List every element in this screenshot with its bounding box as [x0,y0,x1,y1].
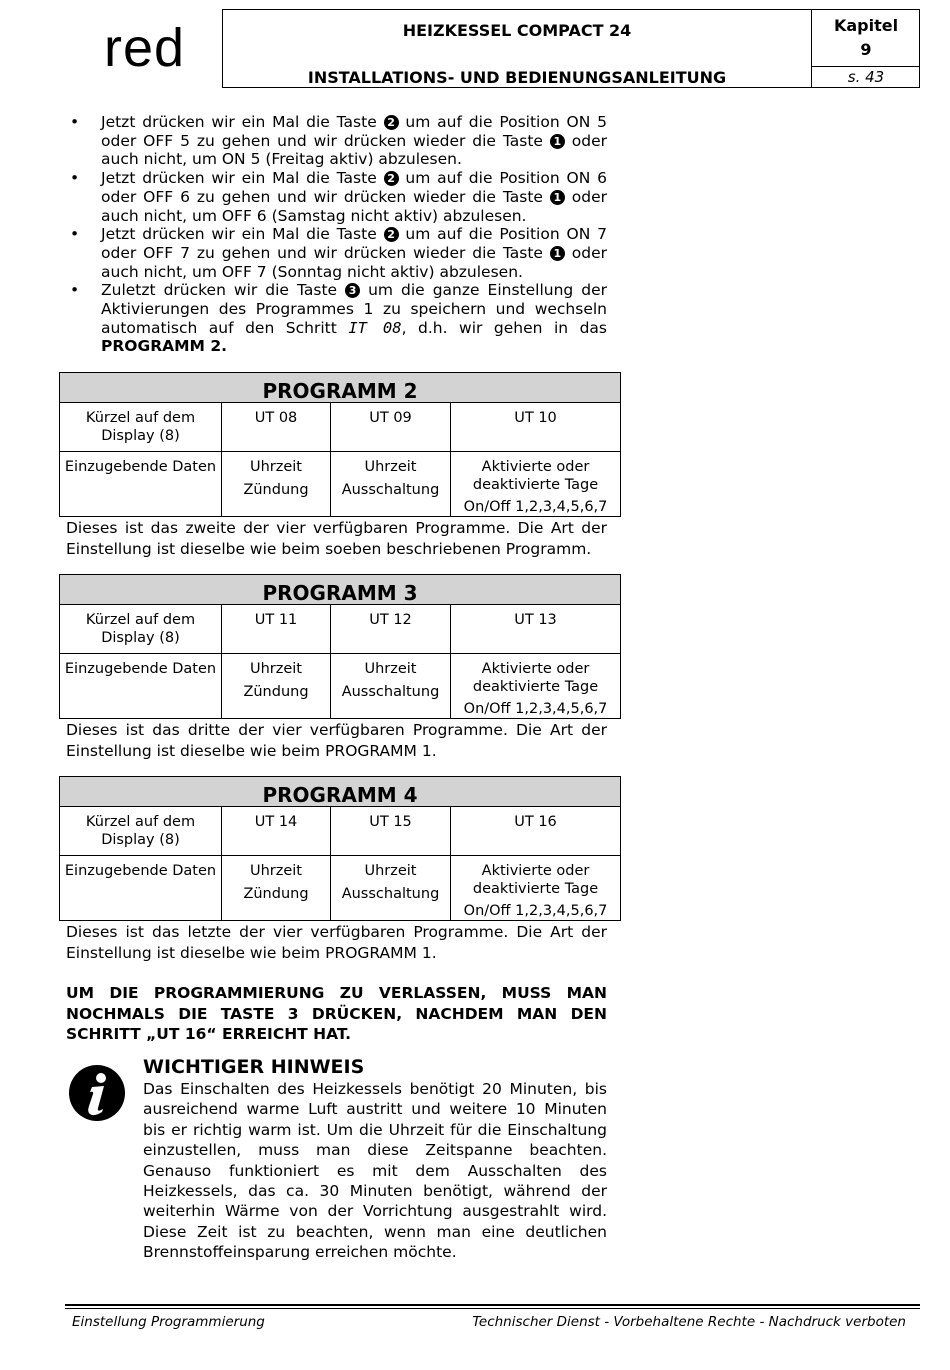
code-cell: UT 15 [331,807,451,856]
text: Jetzt drücken wir ein Mal die Taste [101,225,384,244]
header-divider [811,66,920,67]
row-label: Kürzel auf dem Display (8) [60,605,222,654]
list-item [66,225,607,281]
data-cell [222,654,331,719]
cell-line: On/Off 1,2,3,4,5,6,7 [463,701,608,717]
list-item [66,281,607,356]
text: um auf die Position ON 5 oder OFF 5 zu gehen und wir drücken wieder die Taste [101,113,607,150]
code-cell: UT 09 [331,403,451,452]
row-label: Kürzel auf dem Display (8) [60,807,222,856]
data-cell [222,452,331,517]
document-subtitle: INSTALLATIONS- UND BEDIENUNGSANLEITUNG [307,68,727,87]
program-title: PROGRAMM 4 [60,777,621,807]
cell-line: Uhrzeit [364,863,417,879]
text: Jetzt drücken wir ein Mal die Taste [101,169,384,188]
row-label: Kürzel auf dem Display (8) [60,403,222,452]
key-2-icon: 2 [384,171,399,186]
cell-line: Ausschaltung [341,684,440,700]
chapter-number: 9 [860,40,872,59]
cell-line: Aktivierte oder deaktivierte Tage [472,661,599,695]
text: um auf die Position ON 7 oder OFF 7 zu gehen und wir drücken wieder die Taste [101,225,607,262]
program-description: Dieses ist das dritte der vier verfügbaren Programme. Die Art der Einstellung ist dieselbe wie beim PROGRAMM 1. [66,721,607,760]
footer-copyright: Technischer Dienst - Vorbehaltene Rechte - Nachdruck verboten [472,1314,906,1330]
program-title: PROGRAMM 3 [60,575,621,605]
brand-logo: red [104,18,186,78]
cell-line: Ausschaltung [341,886,440,902]
code-cell: UT 10 [451,403,621,452]
notice-body: Das Einschalten des Heizkessels benötigt 20 Minuten, bis ausreichend warme Luft austritt und weitere 10 Minuten bis er richtig warm ist. Um die Uhrzeit für die Einschaltung einzustellen, muss man diese Zeitspanne beachten. Genauso funktioniert es mit dem Ausschalten des Heizkessels, das ca. 30 Minuten benötigt, während der weiterhin Wärme von der Vorrichtung ausgestrahlt wird. Diese Zeit ist zu beachten, wenn man eine deutlichen Brennstoffeinsparung erreichen möchte. [143,1080,607,1262]
program-reference: PROGRAMM 2. [101,337,228,356]
list-item [66,169,607,225]
chapter-label: Kapitel [833,16,899,35]
text: Zuletzt drücken wir die Taste [101,281,346,300]
data-cell [331,654,451,719]
data-cell [331,452,451,517]
row-label: Einzugebende Daten [60,654,222,719]
text: oder auch nicht, um OFF 7 (Sonntag nicht aktiv) abzulesen. [101,243,607,281]
cell-line: Zündung [243,886,309,902]
key-2-icon: 2 [384,115,399,130]
row-label: Einzugebende Daten [60,856,222,921]
text: oder auch nicht, um ON 5 (Freitag aktiv) abzulesen. [101,131,607,169]
document-title: HEIZKESSEL COMPACT 24 [402,21,632,40]
cell-line: Uhrzeit [364,661,417,677]
page-number: s. 43 [847,68,885,86]
code-cell: UT 12 [331,605,451,654]
step-code: IT 08 [348,318,402,337]
code-cell: UT 14 [222,807,331,856]
cell-line: Uhrzeit [364,459,417,475]
key-1-icon: 1 [550,190,565,205]
cell-line: Aktivierte oder deaktivierte Tage [472,459,599,493]
code-cell: UT 13 [451,605,621,654]
row-label: Einzugebende Daten [60,452,222,517]
cell-line: Uhrzeit [249,661,302,677]
data-cell [331,856,451,921]
data-cell [451,654,621,719]
key-1-icon: 1 [550,246,565,261]
list-item [66,113,607,169]
program-description: Dieses ist das zweite der vier verfügbaren Programme. Die Art der Einstellung ist dieselbe wie beim soeben beschriebenen Programm. [66,519,607,558]
program-table [59,776,621,921]
cell-line: Aktivierte oder deaktivierte Tage [472,863,599,897]
key-2-icon: 2 [384,227,399,242]
text: , d.h. wir gehen in das [401,318,607,337]
program-table [59,372,621,517]
program-title: PROGRAMM 2 [60,373,621,403]
cell-line: Ausschaltung [341,482,440,498]
cell-line: Zündung [243,684,309,700]
footer-rule [65,1308,920,1309]
data-cell [222,856,331,921]
program-description: Dieses ist das letzte der vier verfügbaren Programme. Die Art der Einstellung ist dieselbe wie beim PROGRAMM 1. [66,923,607,962]
info-icon [68,1064,126,1122]
code-cell: UT 08 [222,403,331,452]
data-cell [451,856,621,921]
text: um auf die Position ON 6 oder OFF 6 zu gehen und wir drücken wieder die Taste [101,169,607,206]
footer-section: Einstellung Programmierung [72,1314,265,1330]
text: oder auch nicht, um OFF 6 (Samstag nicht aktiv) abzulesen. [101,187,607,225]
instruction-list [66,113,607,356]
program-table [59,574,621,719]
data-cell [451,452,621,517]
cell-line: On/Off 1,2,3,4,5,6,7 [463,499,608,515]
footer-rule [65,1304,920,1306]
exit-instruction: UM DIE PROGRAMMIERUNG ZU VERLASSEN, MUSS MAN NOCHMALS DIE TASTE 3 DRÜCKEN, NACHDEM MAN DEN SCHRITT „UT 16“ ERREICHT HAT. [66,984,607,1043]
cell-line: On/Off 1,2,3,4,5,6,7 [463,903,608,919]
cell-line: Zündung [243,482,309,498]
key-1-icon: 1 [550,134,565,149]
code-cell: UT 11 [222,605,331,654]
cell-line: Uhrzeit [249,863,302,879]
notice-title: WICHTIGER HINWEIS [143,1056,365,1078]
cell-line: Uhrzeit [249,459,302,475]
text: Jetzt drücken wir ein Mal die Taste [101,113,384,131]
key-3-icon: 3 [345,283,360,298]
text: um die ganze Einstellung der Aktivierungen des Programmes 1 zu speichern und wechseln automatisch auf den Schritt [101,281,607,337]
code-cell: UT 16 [451,807,621,856]
